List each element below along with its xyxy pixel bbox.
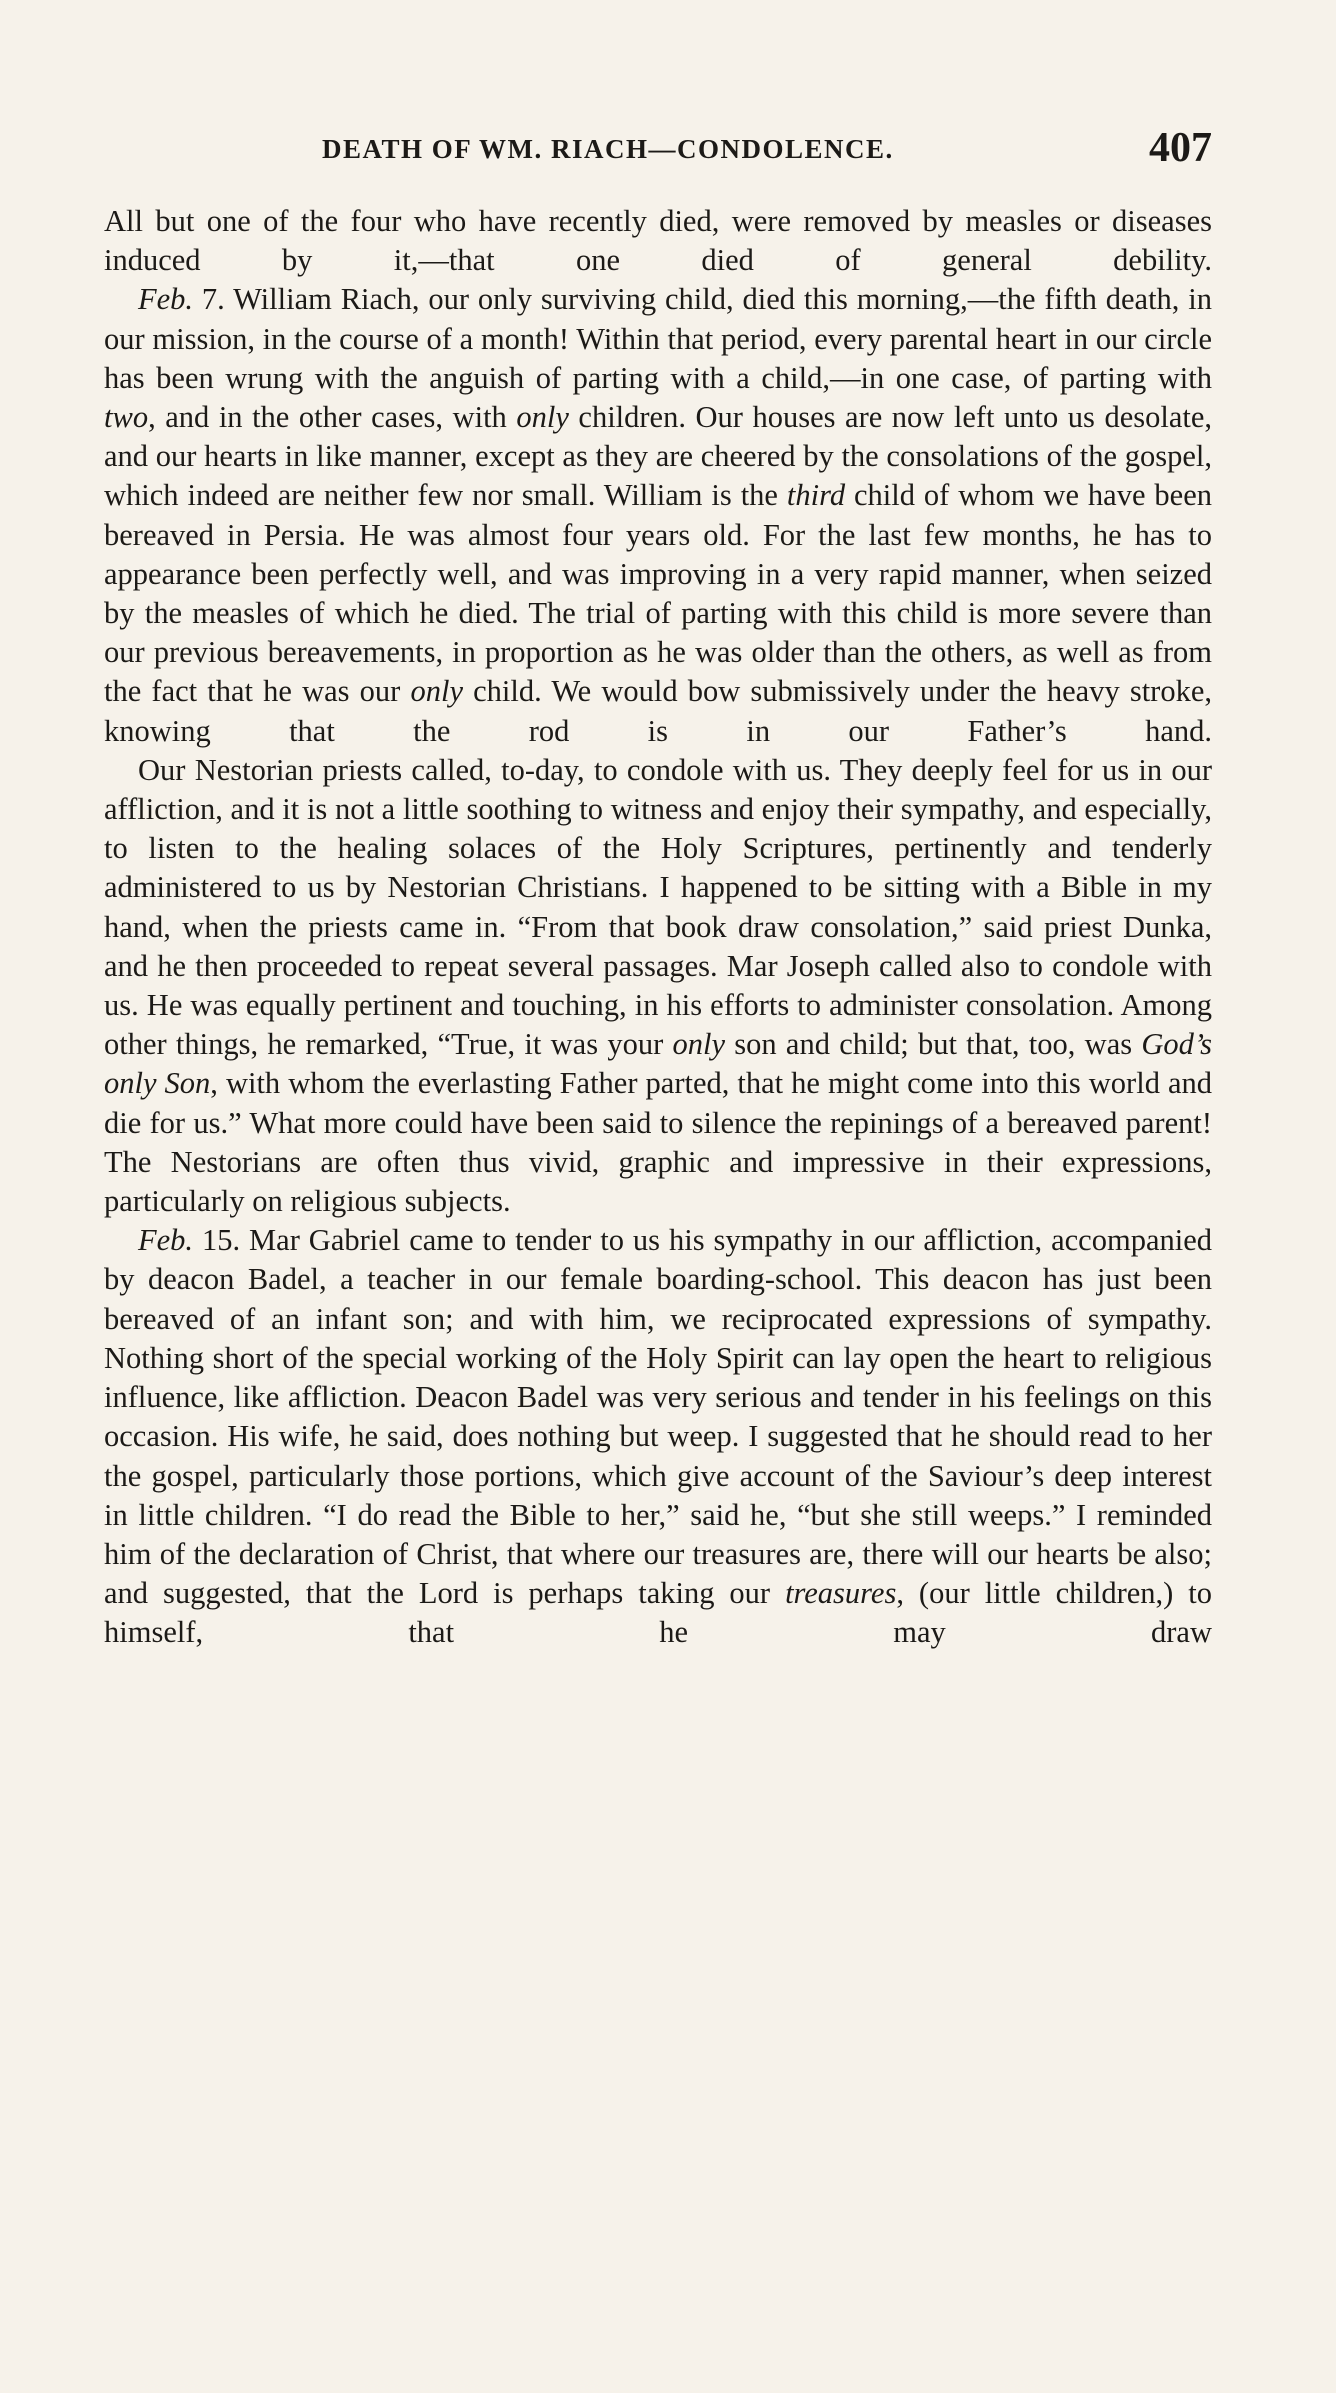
italic-word: only	[516, 400, 569, 435]
paragraph-3	[104, 751, 1212, 1221]
paragraph-text: , and in the other cases, with	[148, 400, 517, 435]
paragraph-text: All but one of the four who have recently died, were removed by measles or diseases induced by it,—that one died of general debility.	[104, 204, 1212, 278]
entry-date: Feb.	[138, 1223, 194, 1258]
paragraph-1	[104, 202, 1212, 280]
paragraph-text: children. Our houses are now left unto us desolate, and our hearts in like manner, except as they are cheered by the consolations of the gospel, which indeed are neither few nor small. William is the	[104, 400, 1213, 513]
paragraph-text: child. We would bow submissively under the heavy stroke, knowing that the rod is in our Father’s hand.	[104, 674, 1212, 748]
italic-word: only	[410, 674, 463, 709]
running-head	[104, 124, 1212, 180]
paragraph-text: William Riach, our only surviving child, died this morning,—the fifth death, in our mission, in the course of a month! Within that period, every parental heart in our circle has been wrung with the anguish of parting with a child,—in one case, of parting with	[104, 282, 1213, 395]
paragraph-text: Our Nestorian priests called, to-day, to condole with us. They deeply feel for us in our affliction, and it is not a little soothing to witness and enjoy their sympathy, and especially, to listen to the healing solaces of the Holy Scriptures, pertinently and tenderly administered to us by Nestorian Christians. I happened to be sitting with a Bible in my hand, when the priests came in. “From that book draw consolation,” said priest Dunka, and he then proceeded to repeat several passages. Mar Joseph called also to condole with us. He was equally pertinent and touching, in his efforts to administer consolation. Among other things, he remarked, “True, it was your	[104, 752, 1212, 1062]
paragraph-text: child of whom we have been bereaved in Persia. He was almost four years old. For the last few months, he has to appearance been perfectly well, and was improving in a very rapid manner, when seized by the measles of which he died. The trial of parting with this child is more severe than our previous bereavements, in proportion as he was older than the others, as well as from the fact that he was our	[104, 478, 1212, 709]
italic-phrase: God’s only Son	[104, 1027, 1212, 1101]
italic-word: two	[104, 400, 149, 435]
italic-word: only	[672, 1027, 726, 1062]
italic-word: treasures	[785, 1576, 897, 1611]
entry-date-number: 7.	[201, 282, 225, 317]
paragraph-text: , with whom the everlasting Father parted, that he might come into this world and die for us.” What more could have been said to silence the repinings of a bereaved parent! The Nestorians are often thus vivid, graphic and impressive in their expressions, particularly on religious subjects.	[104, 1066, 1213, 1219]
entry-date-number: 15.	[201, 1223, 241, 1258]
paragraph-2	[104, 280, 1212, 750]
paragraph-4	[104, 1221, 1212, 1652]
text-column	[104, 202, 1212, 1653]
page-number: 407	[1149, 125, 1212, 171]
paragraph-text: , (our little children,) to himself, that he may draw	[104, 1576, 1212, 1650]
paragraph-text: Mar Gabriel came to tender to us his sympathy in our affliction, accompanied by deacon Badel, a teacher in our female boarding-school. This deacon has just been bereaved of an infant son; and with him, we reciprocated expressions of sympathy. Nothing short of the special working of the Holy Spirit can lay open the heart to religious influence, like affliction. Deacon Badel was very serious and tender in his feelings on this occasion. His wife, he said, does nothing but weep. I suggested that he should read to her the gospel, particularly those portions, which give account of the Saviour’s deep interest in little children. “I do read the Bible to her,” said he, “but she still weeps.” I reminded him of the declaration of Christ, that where our treasures are, there will our hearts be also; and suggested, that the Lord is perhaps taking our	[104, 1223, 1212, 1611]
paragraph-text: son and child; but that, too, was	[725, 1027, 1142, 1062]
entry-date: Feb.	[138, 282, 194, 317]
running-title: DEATH OF WM. RIACH—CONDOLENCE.	[322, 134, 894, 164]
italic-word: third	[786, 478, 846, 513]
